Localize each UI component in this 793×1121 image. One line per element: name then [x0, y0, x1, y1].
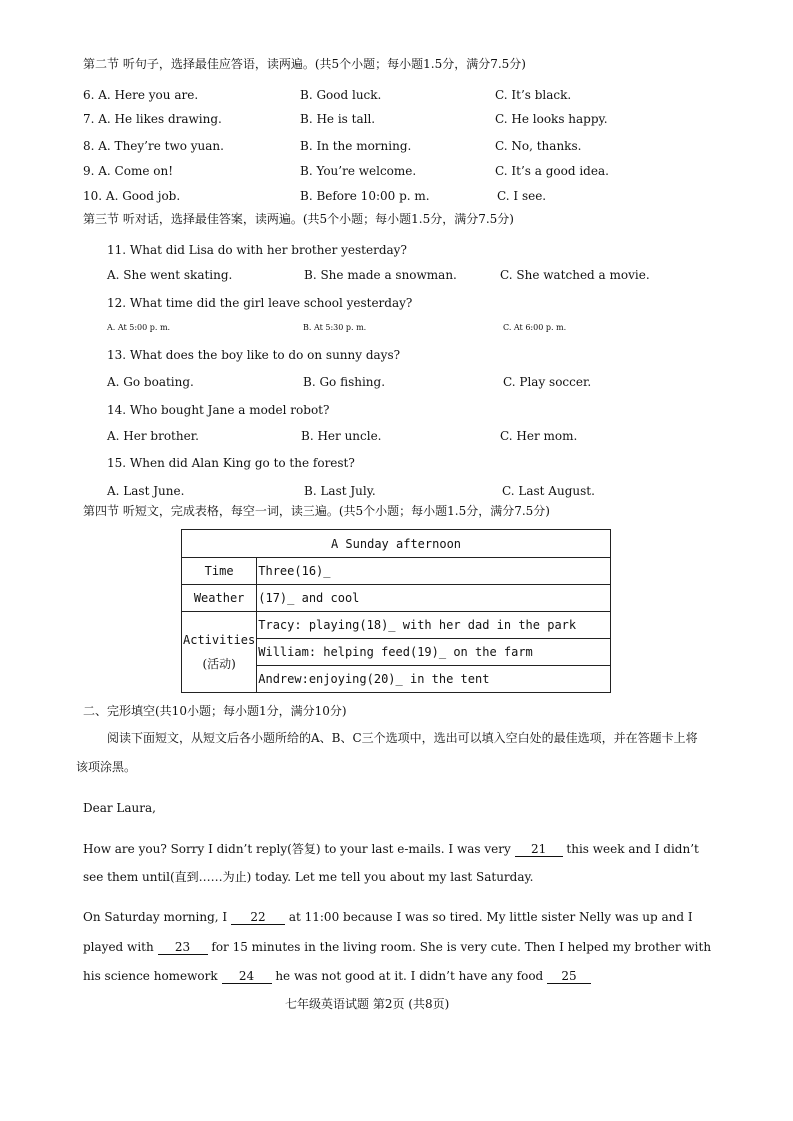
part2-instruction-line1: 阅读下面短文，从短文后各小题所给的A、B、C三个选项中，选出可以填入空白处的最佳选项，并在答题卡上将 [107, 731, 698, 745]
activities-label: Activities [183, 633, 256, 647]
q8-option-b: B. In the morning. [300, 139, 412, 153]
activities-label-cell [182, 612, 257, 693]
q12-option-c: C. At 6:00 p. m. [503, 323, 567, 332]
q6-option-a: 6. A. Here you are. [83, 88, 199, 102]
q9-option-b: B. You’re welcome. [300, 164, 417, 178]
q15-option-a: A. Last June. [107, 484, 185, 498]
q9-option-c: C. It’s a good idea. [495, 164, 609, 178]
weather-label: Weather [182, 585, 257, 612]
q8-option-a: 8. A. They’re two yuan. [83, 139, 224, 153]
activities-label-cn: (活动) [202, 657, 236, 671]
q10-option-a: 10. A. Good job. [83, 189, 181, 203]
paragraph2-line3 [83, 969, 591, 984]
paragraph2-line1 [83, 910, 693, 925]
part2-header: 二、完形填空(共10小题；每小题1分，满分10分) [83, 704, 347, 718]
time-value: Three(16)_ [257, 558, 611, 585]
p1-line1-end: this week and I didn’t [566, 842, 699, 856]
q9-option-a: 9. A. Come on! [83, 164, 174, 178]
q13-option-a: A. Go boating. [107, 375, 194, 389]
section4-header: 第四节 听短文，完成表格，每空一词，读三遍。(共5个小题；每小题1.5分，满分7.5分) [83, 504, 550, 518]
part2-instruction-line2: 该项涂黑。 [76, 760, 137, 774]
q6-option-b: B. Good luck. [300, 88, 382, 102]
paragraph2-line2 [83, 940, 711, 955]
q15-question: 15. When did Alan King go to the forest? [107, 456, 355, 470]
p2-line3-mid: he was not good at it. I didn’t have any food [275, 969, 544, 983]
time-label: Time [182, 558, 257, 585]
p2-line2-start: played with [83, 940, 154, 954]
q13-option-b: B. Go fishing. [303, 375, 386, 389]
q8-option-c: C. No, thanks. [495, 139, 582, 153]
q7-option-a: 7. A. He likes drawing. [83, 112, 222, 126]
q14-question: 14. Who bought Jane a model robot? [107, 403, 330, 417]
q14-option-a: A. Her brother. [107, 429, 199, 443]
blank-23: 23 [158, 941, 208, 955]
q14-option-b: B. Her uncle. [301, 429, 382, 443]
table-title: A Sunday afternoon [182, 530, 611, 558]
q7-option-b: B. He is tall. [300, 112, 376, 126]
q12-option-a: A. At 5:00 p. m. [107, 323, 171, 332]
paragraph1-line2: see them until(直到……为止) today. Let me tell you about my last Saturday. [83, 870, 534, 884]
activity-andrew: Andrew:enjoying(20)_ in the tent [257, 666, 611, 693]
q11-option-b: B. She made a snowman. [304, 268, 457, 282]
page-footer: 七年级英语试题 第2页 (共8页) [285, 997, 450, 1011]
q11-option-a: A. She went skating. [107, 268, 233, 282]
q12-question: 12. What time did the girl leave school yesterday? [107, 296, 413, 310]
section3-header: 第三节 听对话，选择最佳答案，读两遍。(共5个小题；每小题1.5分，满分7.5分) [83, 212, 514, 226]
p2-line2-end: for 15 minutes in the living room. She is very cute. Then I helped my brother with [211, 940, 712, 954]
q7-option-c: C. He looks happy. [495, 112, 608, 126]
section2-header: 第二节 听句子，选择最佳应答语，读两遍。(共5个小题；每小题1.5分，满分7.5分) [83, 57, 526, 71]
q12-option-b: B. At 5:30 p. m. [303, 323, 367, 332]
q15-option-c: C. Last August. [502, 484, 595, 498]
q10-option-b: B. Before 10:00 p. m. [300, 189, 430, 203]
blank-21: 21 [515, 843, 563, 857]
sunday-afternoon-table [181, 529, 611, 693]
p2-line3-start: his science homework [83, 969, 218, 983]
p2-line1-start: On Saturday morning, I [83, 910, 228, 924]
q13-option-c: C. Play soccer. [503, 375, 592, 389]
blank-25: 25 [547, 970, 591, 984]
letter-greeting: Dear Laura, [83, 801, 156, 815]
blank-24: 24 [222, 970, 272, 984]
paragraph1-line1 [83, 842, 699, 857]
q15-option-b: B. Last July. [304, 484, 376, 498]
blank-22: 22 [231, 911, 285, 925]
q13-question: 13. What does the boy like to do on sunny days? [107, 348, 401, 362]
activity-tracy: Tracy: playing(18)_ with her dad in the park [257, 612, 611, 639]
activity-william: William: helping feed(19)_ on the farm [257, 639, 611, 666]
q10-option-c: C. I see. [497, 189, 547, 203]
weather-value: (17)_ and cool [257, 585, 611, 612]
q14-option-c: C. Her mom. [500, 429, 578, 443]
q6-option-c: C. It’s black. [495, 88, 572, 102]
q11-question: 11. What did Lisa do with her brother yesterday? [107, 243, 407, 257]
q11-option-c: C. She watched a movie. [500, 268, 650, 282]
p2-line1-end: at 11:00 because I was so tired. My little sister Nelly was up and I [288, 910, 693, 924]
p1-line1-start: How are you? Sorry I didn’t reply(答复) to your last e-mails. I was very [83, 842, 511, 856]
